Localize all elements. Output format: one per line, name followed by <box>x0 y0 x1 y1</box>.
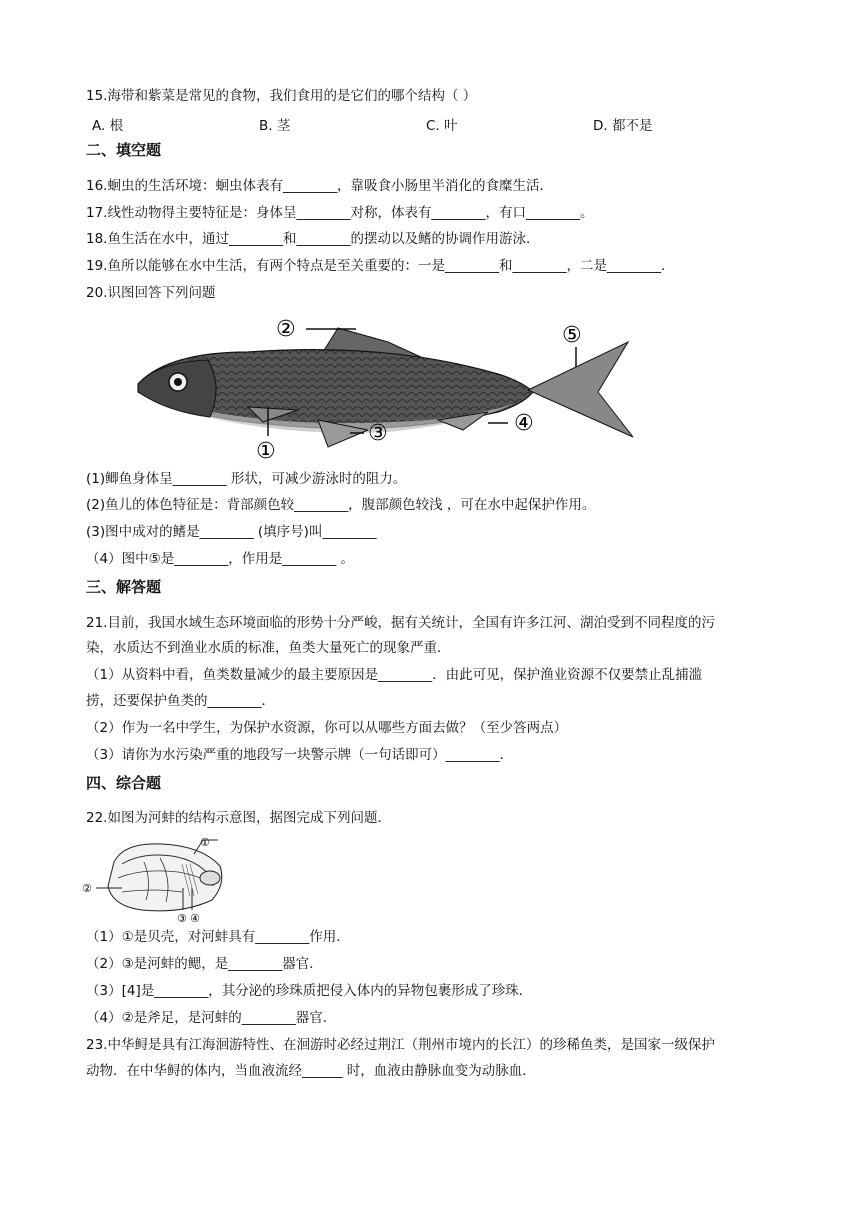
q21-stem-line2: 染，水质达不到渔业水质的标准，鱼类大量死亡的现象严重． <box>86 640 451 656</box>
q20-sub2: (2)鱼儿的体色特征是：背部颜色较________，腹部颜色较浅 ，可在水中起保护作用。 <box>86 497 596 513</box>
q22-sub1: （1）①是贝壳，对河蚌具有________作用． <box>86 929 350 945</box>
mussel-label-1: ① <box>200 836 210 849</box>
mussel-label-4: ④ <box>190 912 200 925</box>
q19: 19.鱼所以能够在水中生活，有两个特点是至关重要的：一是________和________，二是________． <box>86 258 675 274</box>
q23-line1: 23.中华鲟是具有江海洄游特性、在洄游时必经过荆江（荆州市境内的长江）的珍稀鱼类，是国家一级保护 <box>86 1037 715 1053</box>
q20-stem: 20.识图回答下列问题 <box>86 285 216 301</box>
section-heading-answer: 三、解答题 <box>86 578 162 596</box>
q15-option-a: A. 根 <box>92 118 124 134</box>
q22-sub4: （4）②是斧足，是河蚌的________器官． <box>86 1010 337 1026</box>
q22-sub3: （3）[4]是________，其分泌的珍珠质把侵入体内的异物包裹形成了珍珠． <box>86 983 533 999</box>
q15-option-d: D. 都不是 <box>593 118 653 134</box>
q20-sub4: （4）图中⑤是________，作用是________ 。 <box>86 551 354 567</box>
fish-label-2: ② <box>276 317 296 342</box>
mussel-diagram <box>82 834 228 926</box>
q21-sub2: （2）作为一名中学生，为保护水资源，你可以从哪些方面去做？（至少答两点） <box>86 720 568 736</box>
q17: 17.线性动物得主要特征是：身体呈________对称，体表有________，有口________。 <box>86 205 594 221</box>
q22-stem: 22.如图为河蚌的结构示意图，据图完成下列问题． <box>86 810 391 826</box>
q18: 18.鱼生活在水中，通过________和________的摆动以及鳍的协调作用游泳． <box>86 231 540 247</box>
q15-option-c: C. 叶 <box>426 118 458 134</box>
fish-label-3: ③ <box>368 421 388 446</box>
q20-sub3: (3)图中成对的鳍是________ (填序号)叫________ <box>86 524 377 540</box>
q23-line2: 动物．在中华鲟的体内，当血液流经______ 时，血液由静脉血变为动脉血． <box>86 1063 536 1079</box>
q22-sub2: （2）③是河蚌的鳃，是________器官． <box>86 956 323 972</box>
section-heading-fill-blank: 二、填空题 <box>86 141 162 159</box>
q15-option-b: B. 茎 <box>259 118 291 134</box>
q16: 16.蛔虫的生活环境：蛔虫体表有________，靠吸食小肠里半消化的食糜生活． <box>86 178 553 194</box>
fish-label-5: ⑤ <box>562 323 582 348</box>
q21-stem-line1: 21.目前，我国水域生态环境面临的形势十分严峻，据有关统计，全国有许多江河、湖泊受到不同程度的污 <box>86 615 715 631</box>
fish-label-4: ④ <box>514 411 534 436</box>
fish-diagram <box>128 312 640 462</box>
fish-label-1: ① <box>256 439 276 462</box>
q20-sub1: (1)鲫鱼身体呈________ 形状，可减少游泳时的阻力。 <box>86 471 407 487</box>
q21-sub1-line1: （1）从资料中看，鱼类数量减少的最主要原因是________．由此可见，保护渔业资源不仅要禁止乱捕滥 <box>86 667 703 683</box>
section-heading-comprehensive: 四、综合题 <box>86 774 162 792</box>
mussel-label-2: ② <box>82 882 92 895</box>
q21-sub1-line2: 捞，还要保护鱼类的________． <box>86 693 275 709</box>
q15-stem: 15.海带和紫菜是常见的食物，我们食用的是它们的哪个结构（ ） <box>86 88 477 104</box>
mussel-label-3: ③ <box>177 912 187 925</box>
q21-sub3: （3）请你为水污染严重的地段写一块警示牌（一句话即可）________． <box>86 747 514 763</box>
